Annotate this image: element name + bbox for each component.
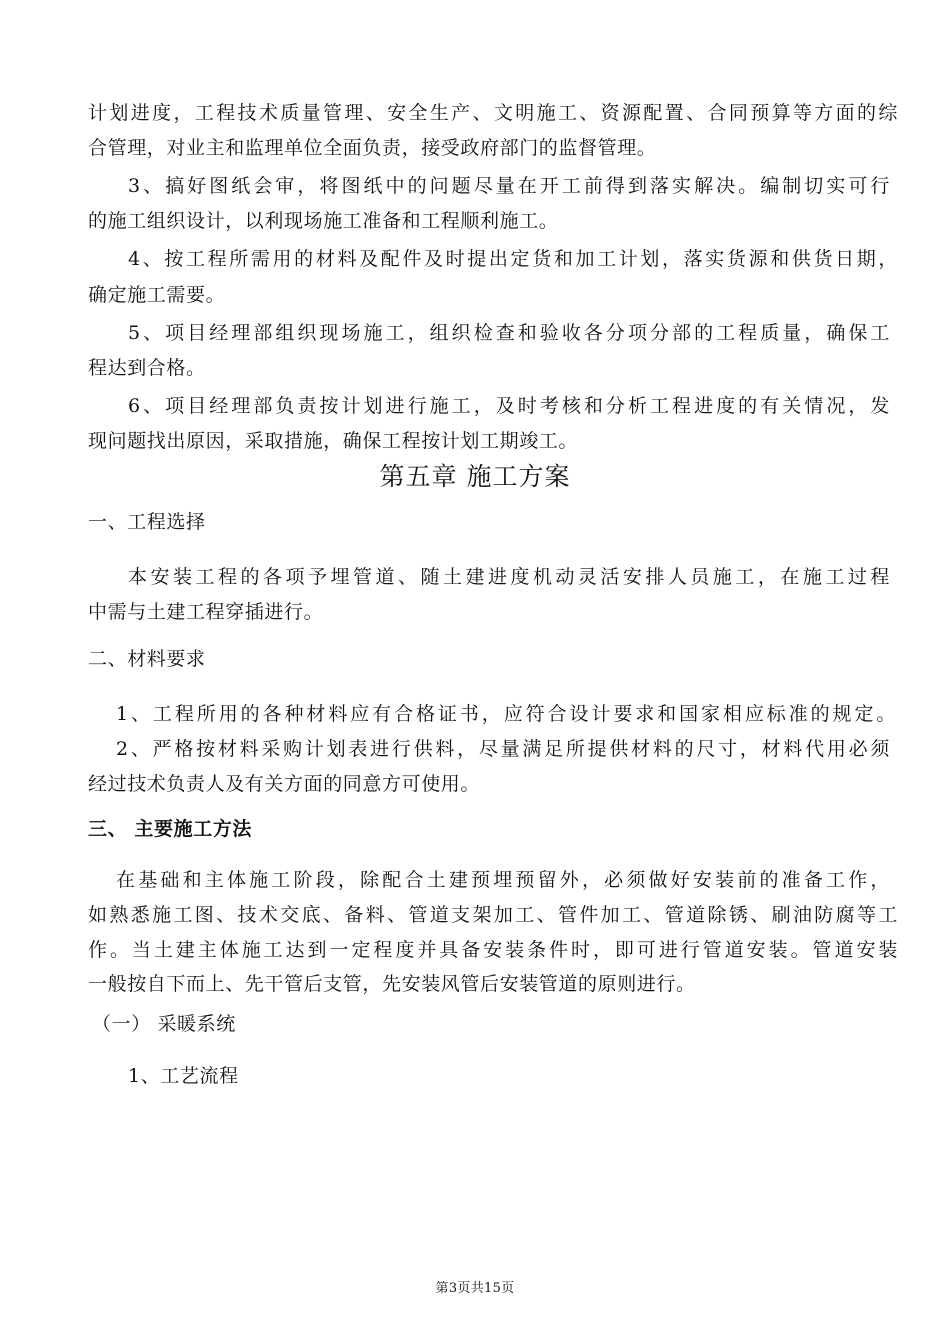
section-heading: 三、 主要施工方法 bbox=[88, 818, 253, 840]
text-line: 在基础和主体施工阶段，除配合土建预埋预留外，必须做好安装前的准备工作， bbox=[116, 869, 890, 891]
text-line: 如熟悉施工图、技术交底、备料、管道支架加工、管件加工、管道除锈、刷油防腐等工 bbox=[88, 904, 898, 926]
chapter-title: 第五章 施工方案 bbox=[379, 462, 571, 491]
text-line: 一般按自下而上、先干管后支管，先安装风管后安装管道的原则进行。 bbox=[88, 973, 696, 995]
text-line: 作。当土建主体施工达到一定程度并具备安装条件时，即可进行管道安装。管道安装 bbox=[88, 939, 898, 961]
text-line: 2、严格按材料采购计划表进行供料，尽量满足所提供材料的尺寸，材料代用必须 bbox=[116, 738, 890, 760]
text-line: 经过技术负责人及有关方面的同意方可使用。 bbox=[88, 773, 481, 795]
text-line: 现问题找出原因，采取措施，确保工程按计划工期竣工。 bbox=[88, 430, 579, 452]
page-number: 第3页共15页 bbox=[435, 1281, 515, 1296]
list-item: 1、工艺流程 bbox=[128, 1065, 239, 1087]
text-line: 3、搞好图纸会审，将图纸中的问题尽量在开工前得到落实解决。编制切实可行 bbox=[128, 175, 890, 197]
section-heading: 二、材料要求 bbox=[88, 648, 206, 670]
text-line: 1、工程所用的各种材料应有合格证书，应符合设计要求和国家相应标准的规定。 bbox=[116, 703, 896, 725]
subsection-heading: （一） 采暖系统 bbox=[92, 1013, 236, 1035]
text-line: 6、项目经理部负责按计划进行施工，及时考核和分析工程进度的有关情况，发 bbox=[128, 395, 890, 417]
text-line: 中需与土建工程穿插进行。 bbox=[88, 601, 324, 623]
text-line: 4、按工程所需用的材料及配件及时提出定货和加工计划，落实货源和供货日期， bbox=[128, 248, 898, 270]
text-line: 计划进度，工程技术质量管理、安全生产、文明施工、资源配置、合同预算等方面的综 bbox=[88, 102, 898, 124]
text-line: 程达到合格。 bbox=[88, 357, 206, 379]
text-line: 本安装工程的各项予埋管道、随土建进度机动灵活安排人员施工，在施工过程 bbox=[128, 566, 890, 588]
text-line: 合管理，对业主和监理单位全面负责，接受政府部门的监督管理。 bbox=[88, 137, 657, 159]
section-heading: 一、工程选择 bbox=[88, 511, 206, 533]
text-line: 确定施工需要。 bbox=[88, 284, 226, 306]
text-line: 5、项目经理部组织现场施工，组织检查和验收各分项分部的工程质量，确保工 bbox=[128, 322, 890, 344]
text-line: 的施工组织设计，以利现场施工准备和工程顺利施工。 bbox=[88, 210, 559, 232]
